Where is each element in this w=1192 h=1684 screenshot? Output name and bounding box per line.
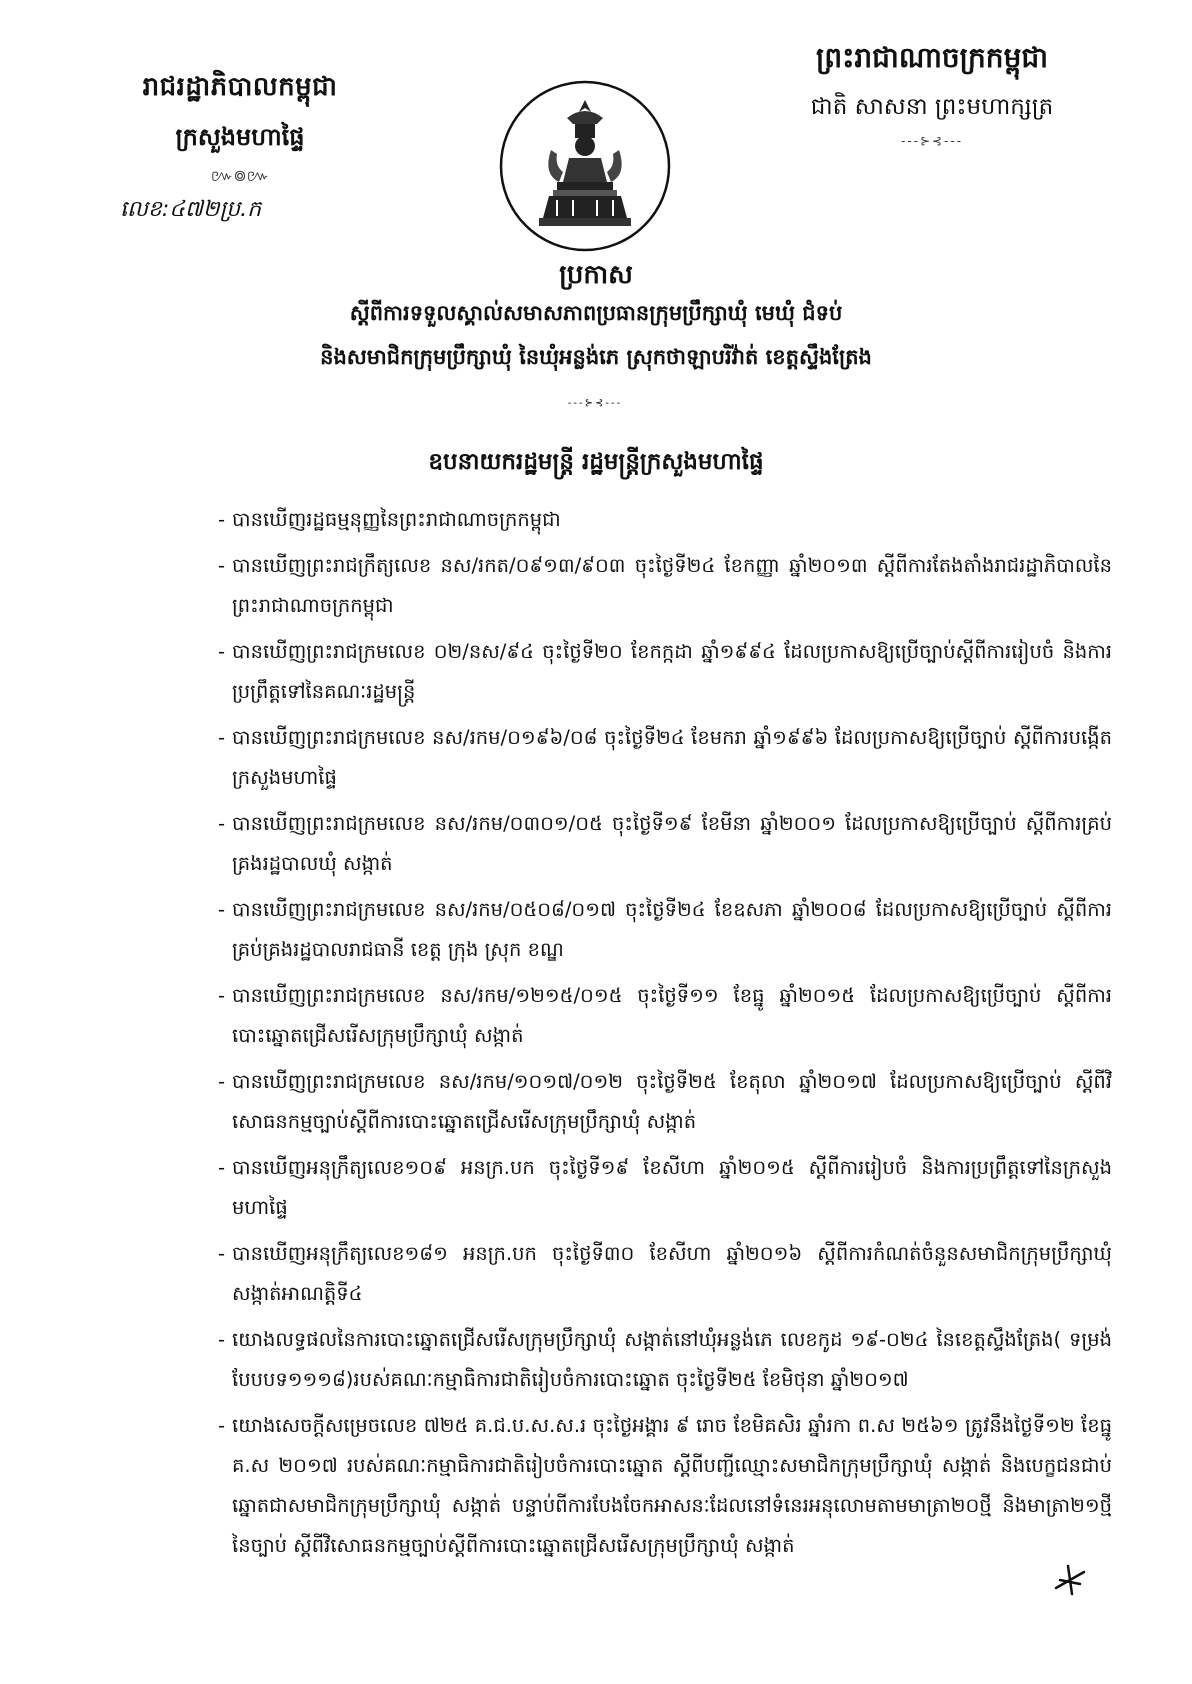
preamble-item: - បានឃើញព្រះរាជក្រមលេខ នស/រកម/០៣០១/០៥ ចុះថ្ងៃទី១៩ ខែមីនា ឆ្នាំ២០០១ ដែលប្រកាសឱ្យប្រើច្បាប់ ស្តីពីការគ្រប់គ្រងរដ្ឋបាលឃុំ សង្កាត់	[232, 804, 1112, 884]
preamble-item: - បានឃើញព្រះរាជក្រឹត្យលេខ នស/រកត/០៩១៣/៩០៣ ចុះថ្ងៃទី២៤ ខែកញ្ញា ឆ្នាំ២០១៣ ស្តីពីការតែងតាំងរាជរដ្ឋាភិបាលនៃព្រះរាជាណាចក្រកម្ពុជា	[232, 546, 1112, 626]
document-type-title: ប្រកាស	[559, 260, 633, 290]
preamble-item: - បានឃើញរដ្ឋធម្មនុញ្ញនៃព្រះរាជាណាចក្រកម្ពុជា	[232, 500, 1112, 540]
kingdom-name: ព្រះរាជាណាចក្រកម្ពុជា	[815, 41, 1048, 74]
header-ornament: ៚៙៚	[210, 166, 270, 185]
preamble-item: - យោងសេចក្តីសម្រេចលេខ ៧២៥ គ.ជ.ប.ស.ស.រ ចុះថ្ងៃអង្គារ ៩ រោច ខែមិគសិរ ឆ្នាំរកា ព.ស ២៥៦១ ត្រូវនឹងថ្ងៃទី១២ ខែធ្នូ គ.ស ២០១៧ របស់គណៈកម្មាធិការជាតិរៀបចំការបោះឆ្នោត ស្តីពីបញ្ជីឈ្មោះសមាជិកក្រុមប្រឹក្សាឃុំ សង្កាត់ និងបេក្ខជនជាប់ឆ្នោតជាសមាជិកក្រុមប្រឹក្សាឃុំ សង្កាត់ បន្ទាប់ពីការបែងចែកអាសនៈដែលនៅទំនេរអនុលោមតាមមាត្រា២០ថ្មី និងមាត្រា២១ថ្មី នៃច្បាប់ ស្តីពីវិសោធនកម្មច្បាប់ស្តីពីការបោះឆ្នោតជ្រើសរើសក្រុមប្រឹក្សាឃុំ សង្កាត់	[232, 1406, 1112, 1566]
document-number: លេខ:៤៧២ប្រ.ក	[120, 197, 262, 222]
ministry-header	[90, 70, 390, 227]
preamble-item: - បានឃើញព្រះរាជក្រមលេខ ០២/នស/៩៤ ចុះថ្ងៃទី២០ ខែកក្កដា ឆ្នាំ១៩៩៤ ដែលប្រកាសឱ្យប្រើច្បាប់ស្តីពីការរៀបចំ និងការប្រព្រឹត្តទៅនៃគណៈរដ្ឋមន្ត្រី	[232, 632, 1112, 712]
preamble-item: - យោងលទ្ធផលនៃការបោះឆ្នោតជ្រើសរើសក្រុមប្រឹក្សាឃុំ សង្កាត់នៅឃុំអន្លង់ភេ លេខកូដ ១៩-០២៤ នៃខេត្តស្ទឹងត្រែង( ទម្រង់បែបបទ១១១៨)របស់គណៈកម្មាធិការជាតិរៀបចំការបោះឆ្នោត ចុះថ្ងៃទី២៥ ខែមិថុនា ឆ្នាំ២០១៧	[232, 1320, 1112, 1400]
issuing-authority: ឧបនាយករដ្ឋមន្ត្រី រដ្ឋមន្ត្រីក្រសួងមហាផ្ទៃ	[428, 449, 764, 475]
kingdom-header	[767, 40, 1097, 148]
title-divider: ---⊱⊰---	[567, 398, 623, 409]
preamble-item: - បានឃើញព្រះរាជក្រមលេខ នស/រកម/០៥០៨/០១៧ ចុះថ្ងៃទី២៤ ខែឧសភា ឆ្នាំ២០០៨ ដែលប្រកាសឱ្យប្រើច្បាប់ ស្តីពីការគ្រប់គ្រងរដ្ឋបាលរាជធានី ខេត្ត ក្រុង ស្រុក ខណ្ឌ	[232, 890, 1112, 970]
preamble-item: - បានឃើញអនុក្រឹត្យលេខ១០៩ អនក្រ.បក ចុះថ្ងៃទី១៩ ខែសីហា ឆ្នាំ២០១៥ ស្តីពីការរៀបចំ និងការប្រព្រឹត្តទៅនៃក្រសួងមហាផ្ទៃ	[232, 1148, 1112, 1228]
royal-emblem-icon	[497, 78, 673, 254]
ministry-name: ក្រសួងមហាផ្ទៃ	[175, 123, 305, 151]
preamble-item: - បានឃើញព្រះរាជក្រមលេខ នស/រកម/០១៩៦/០៨ ចុះថ្ងៃទី២៤ ខែមករា ឆ្នាំ១៩៩៦ ដែលប្រកាសឱ្យប្រើច្បាប់ ស្តីពីការបង្កើតក្រសួងមហាផ្ទៃ	[232, 718, 1112, 798]
preamble-item: - បានឃើញព្រះរាជក្រមលេខ នស/រកម/១២១៥/០១៥ ចុះថ្ងៃទី១១ ខែធ្នូ ឆ្នាំ២០១៥ ដែលប្រកាសឱ្យប្រើច្បាប់ ស្តីពីការបោះឆ្នោតជ្រើសរើសក្រុមប្រឹក្សាឃុំ សង្កាត់	[232, 976, 1112, 1056]
preamble-list	[232, 500, 1112, 1572]
government-name: រាជរដ្ឋាភិបាលកម្ពុជា	[142, 72, 338, 102]
preamble-item: - បានឃើញអនុក្រឹត្យលេខ១៨១ អនក្រ.បក ចុះថ្ងៃទី៣០ ខែសីហា ឆ្នាំ២០១៦ ស្តីពីការកំណត់ចំនួនសមាជិកក្រុមប្រឹក្សាឃុំ សង្កាត់អាណត្តិទី៤	[232, 1234, 1112, 1314]
preamble-item: - បានឃើញព្រះរាជក្រមលេខ នស/រកម/១០១៧/០១២ ចុះថ្ងៃទី២៥ ខែតុលា ឆ្នាំ២០១៧ ដែលប្រកាសឱ្យប្រើច្បាប់ ស្តីពីវិសោធនកម្មច្បាប់ស្តីពីការបោះឆ្នោតជ្រើសរើសក្រុមប្រឹក្សាឃុំ សង្កាត់	[232, 1062, 1112, 1142]
handwritten-initial-icon	[1050, 1560, 1090, 1607]
national-motto: ជាតិ សាសនា ព្រះមហាក្សត្រ	[810, 94, 1054, 120]
subject-line-1: ស្តីពីការទទួលស្គាល់សមាសភាពប្រធានក្រុមប្រឹក្សាឃុំ មេឃុំ ជំទប់	[349, 301, 843, 325]
motto-ornament: ---⊱⊰---	[900, 134, 964, 148]
subject-line-2: និងសមាជិកក្រុមប្រឹក្សាឃុំ នៃឃុំអន្លង់ភេ ស្រុកថាឡាបរិវ៉ាត់ ខេត្តស្ទឹងត្រែង	[320, 345, 872, 369]
